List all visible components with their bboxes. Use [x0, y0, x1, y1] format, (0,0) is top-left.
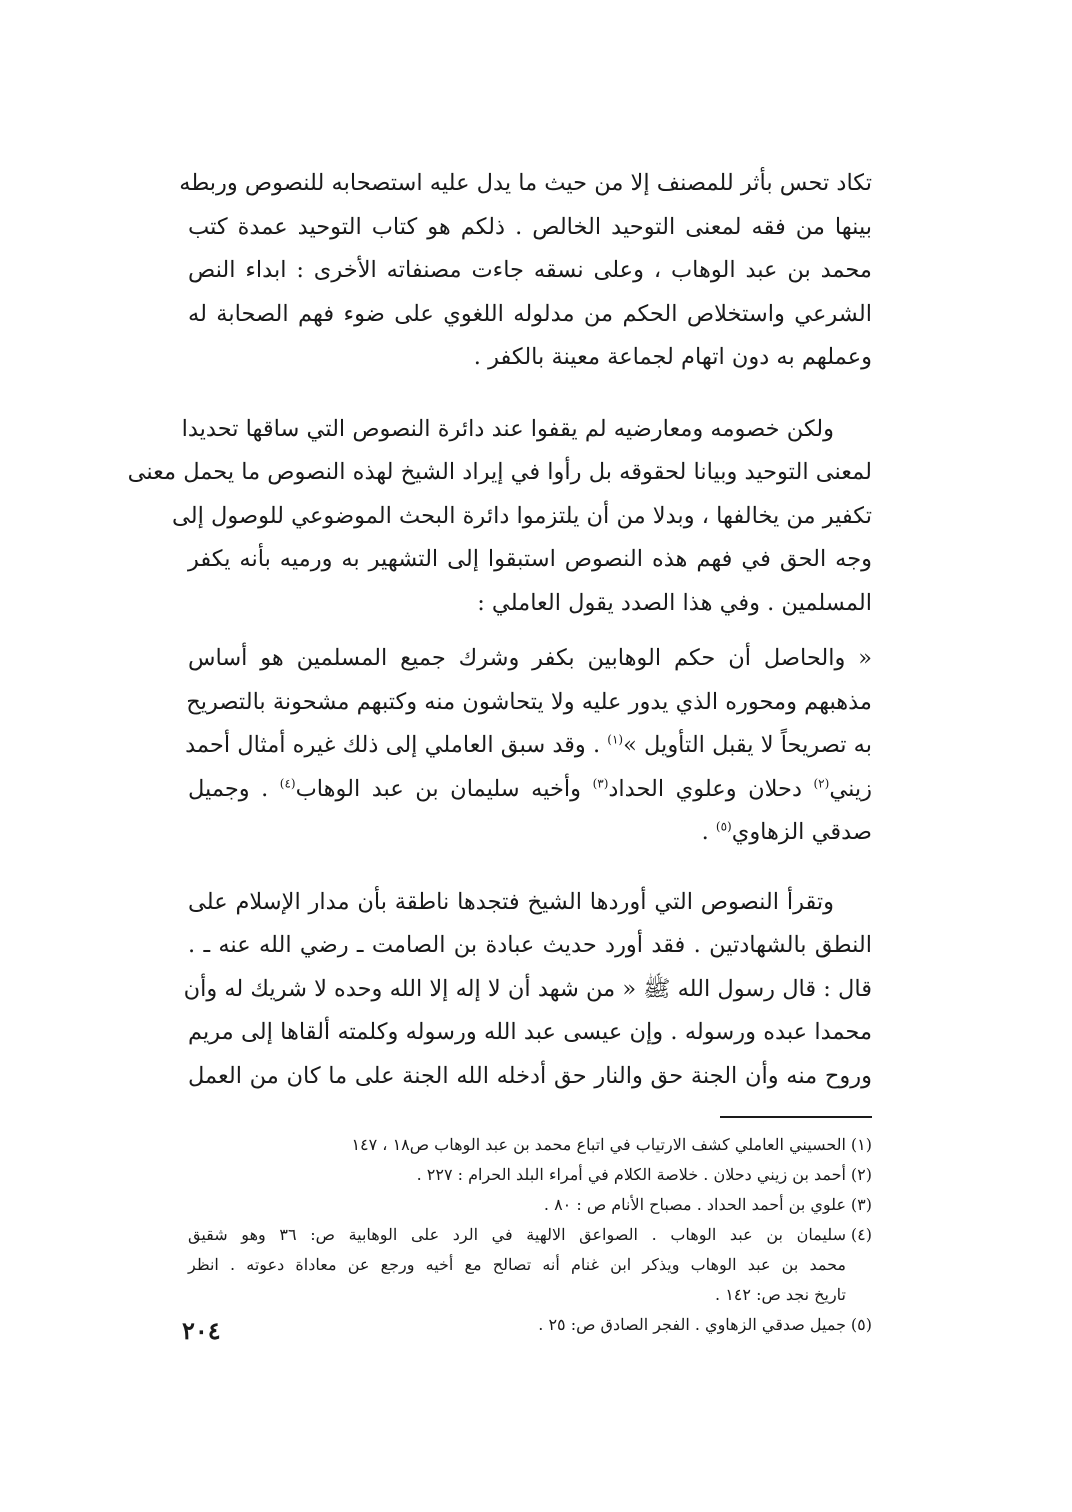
text-line [185, 724, 872, 768]
footnote-line: الحسيني العاملي كشف الارتياب في اتباع محمد بن عبد الوهاب ص١٨ ، ١٤٧ [351, 1135, 846, 1154]
footnote-ref-5[interactable]: (٥) [715, 819, 732, 834]
text-line: وعملهم به دون اتهام لجماعة معينة بالكفر . [473, 344, 872, 370]
book-page [127, 150, 872, 1480]
text-line: قال : قال رسول الله ﷺ « من شهد أن لا إله إلا الله وحده لا شريك له وأن [183, 975, 872, 1002]
footnote-line: جميل صدقي الزهاوي . الفجر الصادق ص: ٢٥ . [538, 1315, 846, 1334]
footnote-text [188, 1220, 846, 1310]
footnote-ref-2[interactable]: (٢) [813, 776, 830, 790]
footnote-text [188, 1130, 846, 1160]
footnote-line: محمد بن عبد الوهاب ويذكر ابن غنام أنه تصالح مع أخيه ورجع عن معاداة دعوته . انظر [188, 1255, 846, 1274]
footnote-ref-1[interactable]: (١) [607, 732, 624, 747]
footnote-separator [720, 1116, 872, 1118]
page-number: ٢٠٤ [182, 1316, 221, 1345]
footnote-number: (٤) [850, 1225, 872, 1244]
footnote-line: علوي بن أحمد الحداد . مصباح الأنام ص : ٨٠ . [543, 1195, 846, 1214]
text-line: النطق بالشهادتين . فقد أورد حديث عبادة بن الصامت ـ رضي الله عنه ـ . [188, 932, 872, 958]
footnote-2 [188, 1160, 872, 1190]
quotation-paragraph [185, 637, 872, 855]
paragraph-4 [183, 881, 872, 1099]
footnote-number: (٣) [850, 1195, 872, 1214]
text-line: لمعنى التوحيد وبيانا لحقوقه بل رأوا في إيراد الشيخ لهذه النصوص ما يحمل معنى [127, 459, 872, 485]
text-line: محمد بن عبد الوهاب ، وعلى نسقه جاءت مصنفاته الأخرى : ابداء النص [188, 257, 872, 283]
text-line: الشرعي واستخلاص الحكم من مدلوله اللغوي على ضوء فهم الصحابة له [188, 300, 872, 327]
footnote-1 [188, 1130, 872, 1160]
text-line: ولكن خصومه ومعارضيه لم يقفوا عند دائرة النصوص التي ساقها تحديدا [181, 415, 834, 442]
text-segment: . وجميل [188, 775, 280, 802]
text-segment: . [701, 819, 716, 845]
text-segment: صدقي الزهاوي [731, 819, 872, 845]
footnote-number: (١) [850, 1135, 872, 1154]
footnote-text [188, 1160, 846, 1190]
text-line: وجه الحق في فهم هذه النصوص استبقوا إلى التشهير به ورميه بأنه يكفر [188, 546, 872, 572]
text-line [188, 768, 872, 812]
text-line: تكاد تحس بأثر للمصنف إلا من حيث ما يدل عليه استصحابه للنصوص وربطه [179, 170, 872, 196]
text-line: محمدا عبده ورسوله . وإن عيسى عبد الله ورسوله وكلمته ألقاها إلى مريم [188, 1019, 872, 1045]
footnote-number: (٥) [850, 1315, 872, 1334]
text-line: وروح منه وأن الجنة حق والنار حق أدخله الله الجنة على ما كان من العمل [188, 1062, 872, 1089]
footnote-3 [188, 1190, 872, 1220]
text-line: تكفير من يخالفها ، وبدلا من أن يلتزموا دائرة البحث الموضوعي للوصول إلى [172, 502, 872, 529]
footnote-number: (٢) [850, 1165, 872, 1184]
text-segment: وأخيه سليمان بن عبد الوهاب [295, 775, 593, 802]
paragraph-2 [127, 408, 872, 626]
footnote-line: سليمان بن عبد الوهاب . الصواعق الالهية في الرد على الوهابية ص: ٣٦ وهو شقيق [188, 1225, 846, 1244]
text-segment: دحلان وعلوي الحداد [608, 775, 814, 802]
footnote-4 [188, 1220, 872, 1310]
text-line: وتقرأ النصوص التي أوردها الشيخ فتجدها ناطقة بأن مدار الإسلام على [188, 888, 834, 915]
text-line: « والحاصل أن حكم الوهابين بكفر وشرك جميع المسلمين هو أساس [188, 645, 872, 671]
footnote-line: تاريخ نجد ص: ١٤٢ . [715, 1285, 846, 1304]
text-line [188, 811, 872, 855]
text-segment: زيني [829, 775, 872, 802]
text-line: المسلمين . وفي هذا الصدد يقول العاملي : [477, 589, 872, 616]
footnote-ref-3[interactable]: (٣) [592, 776, 609, 790]
footnote-text [188, 1190, 846, 1220]
text-line: مذهبهم ومحوره الذي يدور عليه ولا يتحاشون منه وكتبهم مشحونة بالتصريح [186, 688, 872, 715]
text-segment: . وقد سبق العاملي إلى ذلك غيره أمثال أحمد [185, 732, 608, 758]
paragraph-1 [179, 162, 872, 380]
footnote-line: أحمد بن زيني دحلان . خلاصة الكلام في أمراء البلد الحرام : ٢٢٧ . [416, 1165, 846, 1184]
footnote-text [188, 1310, 846, 1340]
text-line: بينها من فقه لمعنى التوحيد الخالص . ذلكم هو كتاب التوحيد عمدة كتب [188, 213, 872, 240]
footnote-ref-4[interactable]: (٤) [279, 776, 296, 790]
footnotes [188, 1130, 872, 1340]
text-segment: به تصريحاً لا يقبل التأويل » [623, 732, 872, 758]
footnote-5 [188, 1310, 872, 1340]
